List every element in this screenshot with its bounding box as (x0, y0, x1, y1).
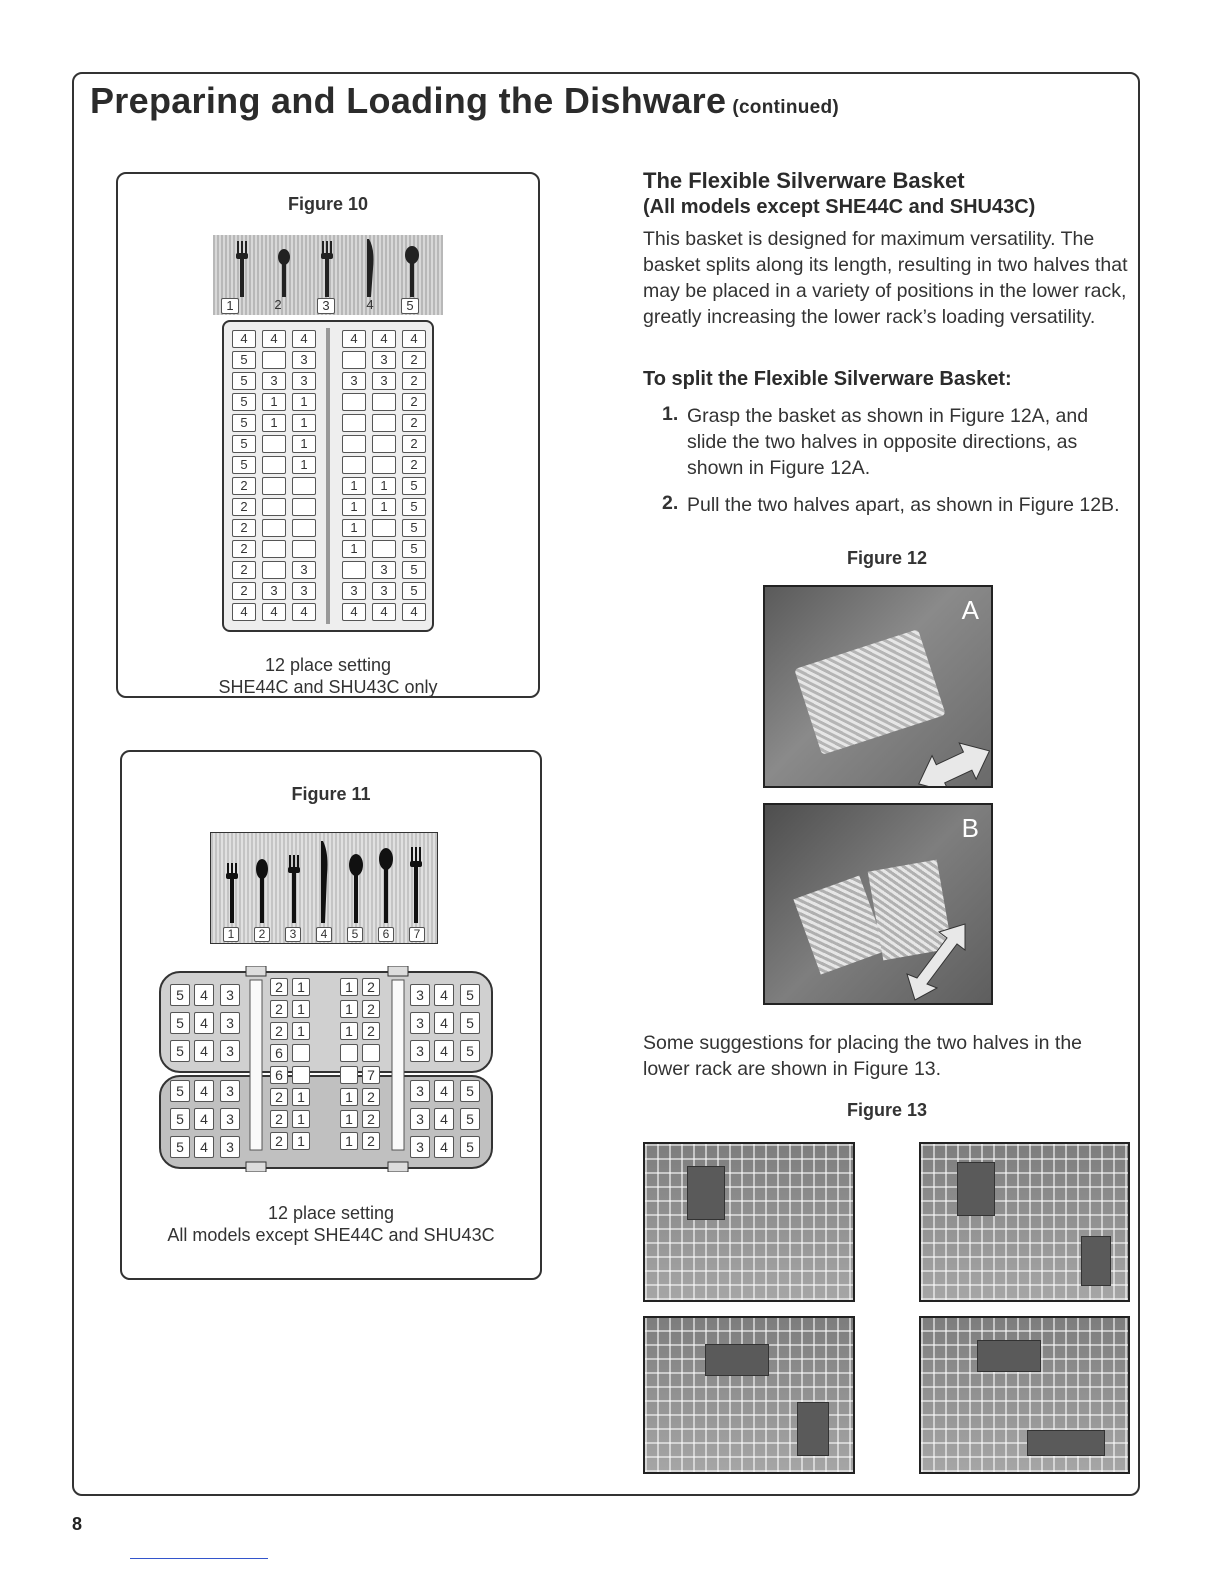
basket-slot-left: 2 (232, 582, 256, 600)
basket-slot: 5 (170, 1080, 190, 1102)
page-title-continued: (continued) (732, 97, 840, 118)
basket-slot-right: 1 (342, 540, 366, 558)
basket-slot: 5 (170, 1108, 190, 1130)
basket-slot-right: 5 (402, 582, 426, 600)
basket-slot-right (342, 393, 366, 411)
figure-10-utensil-numbers (213, 297, 443, 315)
basket-slot-left: 5 (232, 435, 256, 453)
basket-slot: 5 (170, 984, 190, 1006)
basket-slot-right: 2 (402, 414, 426, 432)
figure-12a-photo (763, 585, 993, 788)
basket-slot-right: 4 (372, 330, 396, 348)
section-heading: The Flexible Silverware Basket (643, 168, 965, 193)
basket-slot-left: 5 (232, 351, 256, 369)
basket-slot: 2 (362, 1022, 380, 1040)
basket-slot: 3 (410, 1136, 430, 1158)
basket-slot-right (372, 435, 396, 453)
basket-slot: 3 (220, 984, 240, 1006)
basket-slot-right: 3 (372, 372, 396, 390)
basket-slot-right: 1 (342, 519, 366, 537)
figure-10-title: Figure 10 (287, 194, 369, 214)
basket-slot: 4 (434, 1012, 454, 1034)
basket-slot: 5 (460, 1108, 480, 1130)
basket-slot-right: 1 (372, 498, 396, 516)
basket-slot: 4 (194, 984, 214, 1006)
basket-slot-left: 4 (232, 603, 256, 621)
basket-slot: 1 (292, 1110, 310, 1128)
figure-13-rack-1 (643, 1142, 855, 1302)
basket-slot-left (262, 561, 286, 579)
basket-slot-right (372, 540, 396, 558)
basket-slot-right: 3 (372, 561, 396, 579)
figure-10-caption-2: SHE44C and SHU43C only (218, 677, 438, 697)
figure-11-utensil-numbers (211, 927, 439, 943)
basket-slot (292, 1044, 310, 1062)
basket-slot-right: 3 (372, 582, 396, 600)
basket-slot: 3 (410, 1108, 430, 1130)
basket-slot-right: 5 (402, 498, 426, 516)
basket-slot-right: 1 (342, 498, 366, 516)
basket-slot-right: 5 (402, 477, 426, 495)
basket-slot: 4 (434, 1040, 454, 1062)
basket-slot-left: 3 (262, 372, 286, 390)
basket-slot: 3 (220, 1108, 240, 1130)
basket-slot: 3 (410, 1012, 430, 1034)
basket-slot: 3 (220, 1136, 240, 1158)
basket-slot-left: 5 (232, 393, 256, 411)
section-subheading: (All models except SHE44C and SHU43C) (643, 196, 1036, 218)
basket-slot-right: 2 (402, 372, 426, 390)
basket-slot-left (262, 519, 286, 537)
basket-slot-left: 2 (232, 519, 256, 537)
basket-half (687, 1166, 725, 1220)
figure-12b-label: B (961, 813, 979, 843)
basket-slot-left (262, 477, 286, 495)
basket-slot (340, 1044, 358, 1062)
basket-slot-right (372, 519, 396, 537)
basket-slot-left (292, 477, 316, 495)
basket-slot-left: 3 (292, 561, 316, 579)
basket-slot: 4 (194, 1108, 214, 1130)
basket-slot: 2 (362, 1000, 380, 1018)
basket-slot-left: 3 (292, 351, 316, 369)
utensil-number: 5 (401, 298, 419, 314)
basket-slot-left: 4 (292, 603, 316, 621)
basket-slot: 4 (434, 1080, 454, 1102)
footer-rule (130, 1558, 268, 1559)
basket-slot: 2 (362, 1088, 380, 1106)
basket-slot: 2 (362, 978, 380, 996)
basket-slot-right (342, 456, 366, 474)
step-2-text: Pull the two halves apart, as shown in Figure 12B. (687, 494, 1120, 516)
basket-slot: 1 (340, 1088, 358, 1106)
split-heading: To split the Flexible Silverware Basket: (643, 368, 1012, 390)
basket-slot (362, 1044, 380, 1062)
basket-slot: 5 (170, 1012, 190, 1034)
figure-10-basket-grid (222, 320, 434, 632)
basket-slot-left: 3 (262, 582, 286, 600)
basket-slot: 2 (270, 1132, 288, 1150)
basket-slot-left (292, 498, 316, 516)
figure-13-rack-3 (643, 1316, 855, 1474)
figure-13-rack-4 (919, 1316, 1130, 1474)
utensil-number: 2 (254, 927, 270, 942)
basket-slot: 5 (170, 1136, 190, 1158)
basket-slot-left: 2 (232, 498, 256, 516)
basket-slot-right: 1 (372, 477, 396, 495)
basket-slot: 5 (460, 984, 480, 1006)
basket-slot: 4 (434, 1108, 454, 1130)
page-title (90, 80, 839, 122)
basket-slot-right: 2 (402, 351, 426, 369)
basket-slot: 1 (292, 978, 310, 996)
utensil-number: 7 (409, 927, 425, 942)
basket-slot: 2 (362, 1132, 380, 1150)
utensil-number: 1 (223, 927, 239, 942)
basket-slot: 2 (270, 1110, 288, 1128)
basket-half (1027, 1430, 1105, 1456)
figure-11-basket (158, 966, 494, 1172)
basket-slot: 1 (292, 1088, 310, 1106)
step-1-text: Grasp the basket as shown in Figure 12A, and slide the two halves in opposite directions, as shown in Figure 12A. (687, 405, 1089, 479)
basket-slot-right (342, 561, 366, 579)
basket-slot-left: 4 (262, 330, 286, 348)
basket-slot: 4 (194, 1012, 214, 1034)
basket-slot: 4 (434, 984, 454, 1006)
basket-slot-left: 4 (262, 603, 286, 621)
basket-slot: 5 (460, 1080, 480, 1102)
basket-slot-right: 4 (342, 603, 366, 621)
basket-slot-right (342, 351, 366, 369)
basket-half (797, 1402, 829, 1456)
basket-slot-right: 3 (342, 372, 366, 390)
basket-slot-left: 1 (292, 393, 316, 411)
basket-slot-right (372, 414, 396, 432)
utensil-number: 1 (221, 298, 239, 314)
utensil-illustration (211, 833, 439, 925)
basket-slot-left: 1 (292, 435, 316, 453)
basket-slot: 2 (362, 1110, 380, 1128)
utensil-number: 2 (274, 297, 282, 312)
page-title-text: Preparing and Loading the Dishware (90, 80, 727, 121)
basket-slot-right: 4 (342, 330, 366, 348)
split-arrow-icon (765, 805, 993, 1005)
basket-slot-left: 5 (232, 414, 256, 432)
basket-slot: 1 (340, 978, 358, 996)
basket-slot-left: 1 (292, 414, 316, 432)
basket-half (957, 1162, 995, 1216)
basket-slot-right: 5 (402, 561, 426, 579)
basket-slot: 1 (292, 1132, 310, 1150)
basket-slot-right: 2 (402, 456, 426, 474)
basket-slot: 5 (460, 1012, 480, 1034)
basket-slot-right (342, 414, 366, 432)
page-number: 8 (72, 1514, 83, 1534)
basket-slot-right: 3 (372, 351, 396, 369)
intro-paragraph: This basket is designed for maximum versatility. The basket splits along its length, resulting in two halves that may be placed in a variety of positions in the lower rack, greatly increasing the lower rack’s loading versatility. (643, 228, 1128, 328)
utensil-number: 4 (366, 297, 374, 312)
basket-slot: 3 (220, 1012, 240, 1034)
basket-slot: 4 (194, 1040, 214, 1062)
utensil-number: 4 (316, 927, 332, 942)
basket-slot: 1 (340, 1022, 358, 1040)
basket-slot: 1 (292, 1000, 310, 1018)
basket-slot-right: 2 (402, 393, 426, 411)
basket-slot: 4 (194, 1080, 214, 1102)
basket-slot-left: 5 (232, 372, 256, 390)
figure-12-title: Figure 12 (846, 548, 928, 568)
step-2-number: 2. (662, 492, 679, 514)
basket-slot-left (262, 435, 286, 453)
basket-slot-left: 1 (262, 393, 286, 411)
basket-slot-left: 4 (232, 330, 256, 348)
step-1-number: 1. (662, 403, 679, 425)
figure-13-rack-2 (919, 1142, 1130, 1302)
basket-slot-right: 1 (342, 477, 366, 495)
basket-half (1081, 1236, 1111, 1286)
figure-13-title: Figure 13 (846, 1100, 928, 1120)
double-arrow-icon (765, 587, 993, 788)
basket-slot-left: 5 (232, 456, 256, 474)
figure-10-caption-1: 12 place setting (264, 655, 392, 675)
basket-slot-left: 3 (292, 582, 316, 600)
basket-slot: 6 (270, 1044, 288, 1062)
figure-10-utensil-strip (213, 235, 443, 315)
basket-slot-left: 2 (232, 477, 256, 495)
utensil-number: 5 (347, 927, 363, 942)
basket-slot: 1 (340, 1132, 358, 1150)
basket-slot-right: 3 (342, 582, 366, 600)
basket-slot: 2 (270, 1022, 288, 1040)
basket-slot-left (262, 351, 286, 369)
basket-slot-left: 4 (292, 330, 316, 348)
basket-slot-left: 1 (262, 414, 286, 432)
basket-slot-left: 2 (232, 540, 256, 558)
basket-slot: 2 (270, 1088, 288, 1106)
basket-slot-left (262, 540, 286, 558)
basket-slot: 3 (410, 1080, 430, 1102)
utensil-number: 3 (317, 298, 335, 314)
basket-slot: 3 (220, 1040, 240, 1062)
basket-slot: 4 (194, 1136, 214, 1158)
basket-half (705, 1344, 769, 1376)
basket-slot-right: 2 (402, 435, 426, 453)
basket-slot-right: 5 (402, 540, 426, 558)
basket-slot-left: 3 (292, 372, 316, 390)
basket-slot: 7 (362, 1066, 380, 1084)
utensil-number: 6 (378, 927, 394, 942)
basket-half (977, 1340, 1041, 1372)
basket-divider (326, 328, 330, 624)
basket-slot: 1 (340, 1000, 358, 1018)
basket-slot: 6 (270, 1066, 288, 1084)
basket-slot: 3 (410, 1040, 430, 1062)
suggestions-paragraph: Some suggestions for placing the two halves in the lower rack are shown in Figure 13. (643, 1032, 1083, 1080)
utensil-number: 3 (285, 927, 301, 942)
basket-slot: 2 (270, 978, 288, 996)
basket-slot: 3 (220, 1080, 240, 1102)
figure-12a-label: A (961, 595, 979, 625)
figure-11-utensil-strip (210, 832, 438, 944)
figure-11-title: Figure 11 (291, 784, 371, 804)
basket-slot: 1 (340, 1110, 358, 1128)
figure-11-caption-1: 12 place setting (267, 1203, 395, 1223)
basket-slot-left: 1 (292, 456, 316, 474)
basket-slot-left (292, 519, 316, 537)
basket-slot-right (372, 456, 396, 474)
figure-11-caption-2: All models except SHE44C and SHU43C (167, 1225, 495, 1245)
basket-slot-left (262, 456, 286, 474)
figure-12b-photo (763, 803, 993, 1005)
basket-slot-right (372, 393, 396, 411)
basket-slot (292, 1066, 310, 1084)
basket-slot-right: 4 (402, 603, 426, 621)
basket-slot-left (292, 540, 316, 558)
basket-slot: 5 (460, 1136, 480, 1158)
basket-slot: 2 (270, 1000, 288, 1018)
basket-slot-left: 2 (232, 561, 256, 579)
basket-slot: 5 (170, 1040, 190, 1062)
basket-slot: 3 (410, 984, 430, 1006)
basket-slot: 5 (460, 1040, 480, 1062)
basket-slot-left (262, 498, 286, 516)
basket-slot-right (342, 435, 366, 453)
basket-slot-right: 5 (402, 519, 426, 537)
basket-slot: 4 (434, 1136, 454, 1158)
basket-slot-right: 4 (402, 330, 426, 348)
basket-slot (340, 1066, 358, 1084)
basket-slot: 1 (292, 1022, 310, 1040)
basket-slot-right: 4 (372, 603, 396, 621)
